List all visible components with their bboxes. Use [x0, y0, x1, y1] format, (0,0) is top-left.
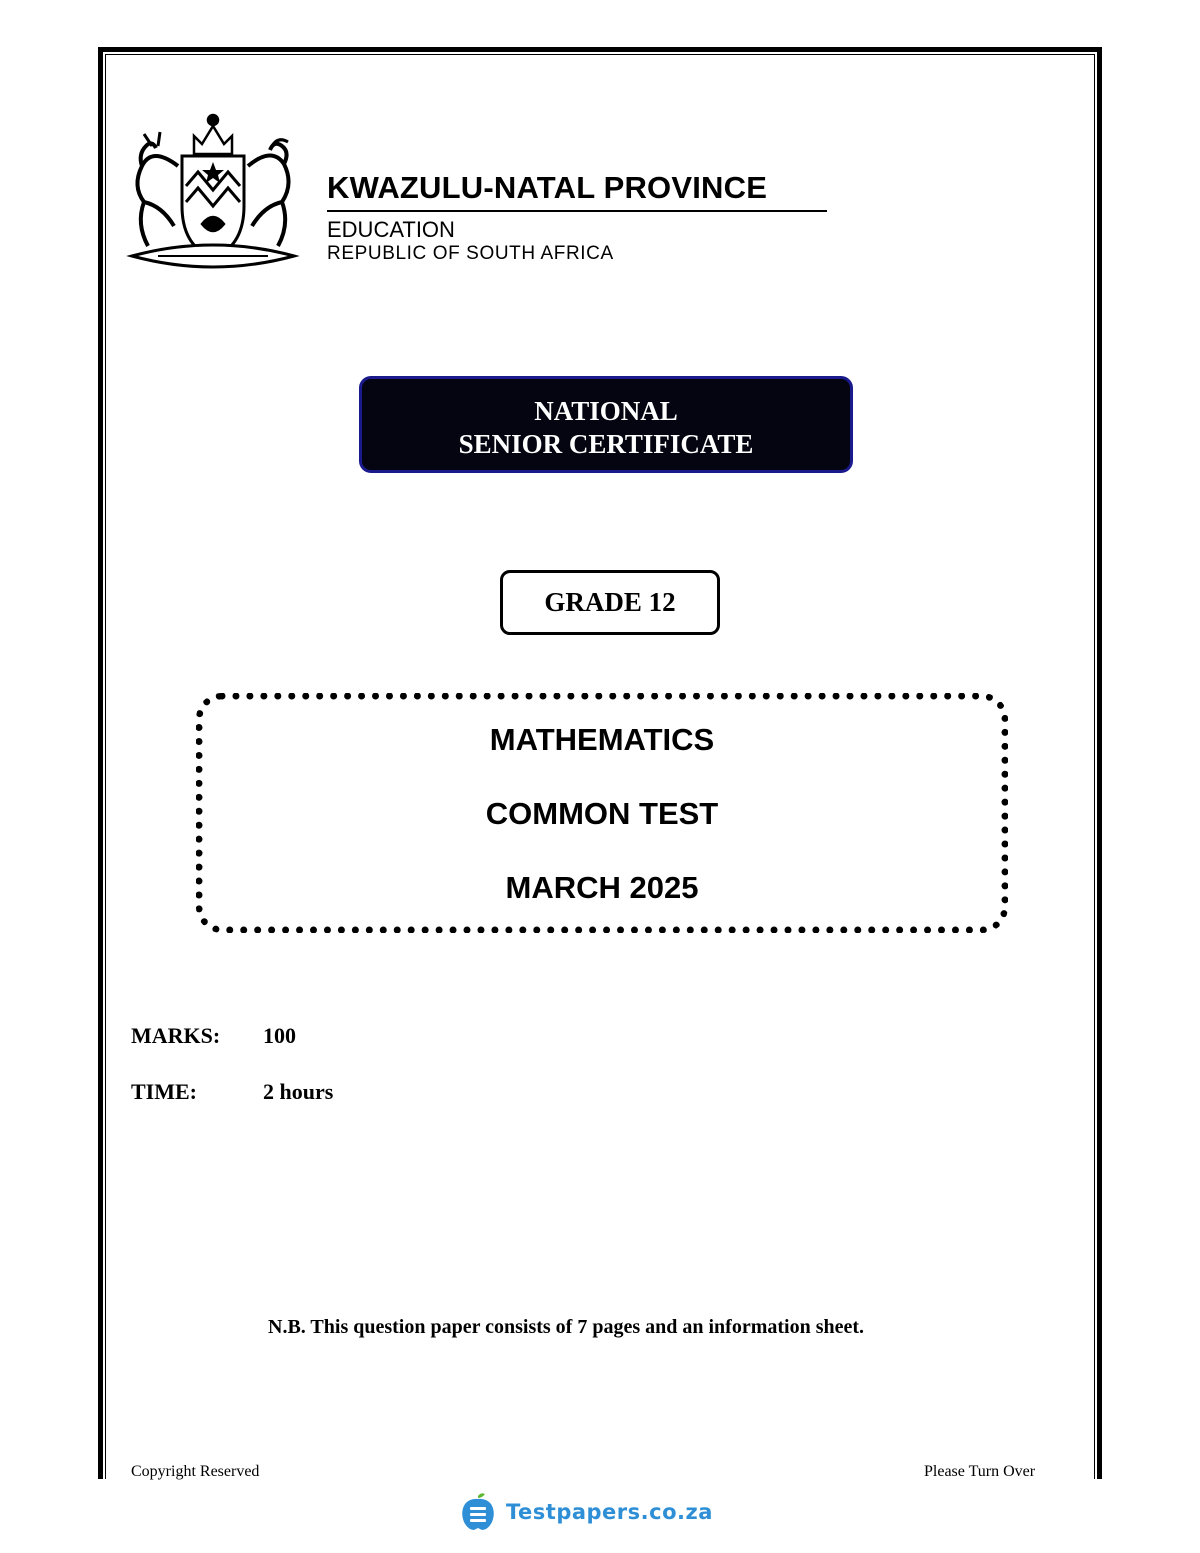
grade-label: GRADE 12: [500, 570, 720, 635]
marks-label: MARKS:: [131, 1023, 221, 1048]
footer-copyright: Copyright Reserved: [131, 1463, 260, 1480]
paper-type: COMMON TEST: [485, 796, 719, 831]
time-value: 2 hours: [263, 1079, 334, 1104]
subject-box: [196, 693, 1008, 933]
watermark-text[interactable]: Testpapers.co.za: [506, 1500, 713, 1524]
coat-of-arms-icon: [122, 106, 304, 282]
exam-date: MARCH 2025: [505, 870, 699, 905]
certificate-banner: [359, 376, 853, 473]
time-label: TIME:: [131, 1079, 197, 1104]
subject-name: MATHEMATICS: [489, 722, 715, 757]
certificate-line-2: SENIOR CERTIFICATE: [458, 429, 754, 459]
certificate-line-1: NATIONAL: [534, 396, 678, 426]
department-name: EDUCATION: [327, 217, 455, 242]
watermark-brand[interactable]: [460, 1490, 713, 1534]
footer-turn-over: Please Turn Over: [924, 1463, 1036, 1480]
title-underline: [327, 210, 827, 212]
apple-book-icon: [460, 1492, 496, 1532]
marks-value: 100: [263, 1023, 296, 1048]
page-count-note: N.B. This question paper consists of 7 pages and an information sheet.: [268, 1316, 865, 1338]
country-name: REPUBLIC OF SOUTH AFRICA: [327, 243, 614, 264]
province-title: KWAZULU-NATAL PROVINCE: [327, 170, 768, 205]
